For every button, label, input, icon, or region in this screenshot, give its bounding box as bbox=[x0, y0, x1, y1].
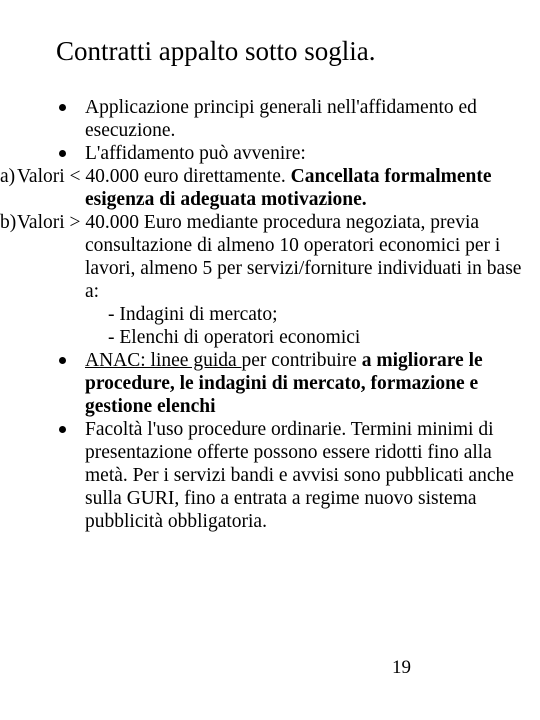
bullet-icon bbox=[59, 150, 66, 157]
list-item-text: Facoltà l'uso procedure ordinarie. Termini minimi di presentazione offerte possono essere ridotti fino alla metà. Per i servizi bandi e avvisi sono pubblicati anche sulla GURI, fino a entrata a regime nuovo sistema pubblicità obbligatoria. bbox=[85, 419, 514, 532]
list-item-text: Valori > 40.000 Euro mediante procedura negoziata, previa consultazione di almeno 10 operatori economici per i lavori, almeno 5 per servizi/forniture individuati in base a: bbox=[17, 212, 522, 302]
bullet-icon bbox=[59, 104, 66, 111]
page-number: 19 bbox=[392, 657, 411, 678]
list-item-b bbox=[0, 211, 530, 303]
list-item-a bbox=[0, 165, 530, 211]
list-item-anac bbox=[0, 349, 530, 418]
sub-item-elenchi: - Elenchi di operatori economici bbox=[108, 327, 361, 348]
list-item-bold-text: Cancellata formalmente esigenza di adeguata motivazione. bbox=[85, 166, 492, 210]
list-item-text: L'affidamento può avvenire: bbox=[85, 143, 306, 164]
anac-guidelines-link[interactable]: ANAC: linee guida bbox=[85, 350, 242, 371]
list-item-text: Valori < 40.000 euro direttamente. bbox=[17, 166, 291, 187]
list-item-text: Applicazione principi generali nell'affidamento ed esecuzione. bbox=[85, 97, 477, 141]
list-item-text: per contribuire bbox=[241, 350, 362, 371]
list-item-bold-text: a migliorare le procedure, le indagini di mercato, formazione e gestione elenchi bbox=[85, 350, 483, 417]
sub-item-indagini: - Indagini di mercato; bbox=[108, 304, 278, 325]
item-label: b) bbox=[0, 212, 17, 233]
bullet-icon bbox=[59, 357, 66, 364]
bullet-list bbox=[0, 96, 530, 533]
page-title: Contratti appalto sotto soglia. bbox=[56, 36, 376, 66]
list-item-principi bbox=[0, 96, 530, 142]
bullet-icon bbox=[59, 426, 66, 433]
list-item-procedure-ordinarie bbox=[0, 418, 530, 533]
list-item-affidamento bbox=[0, 142, 530, 165]
item-label: a) bbox=[0, 166, 16, 187]
